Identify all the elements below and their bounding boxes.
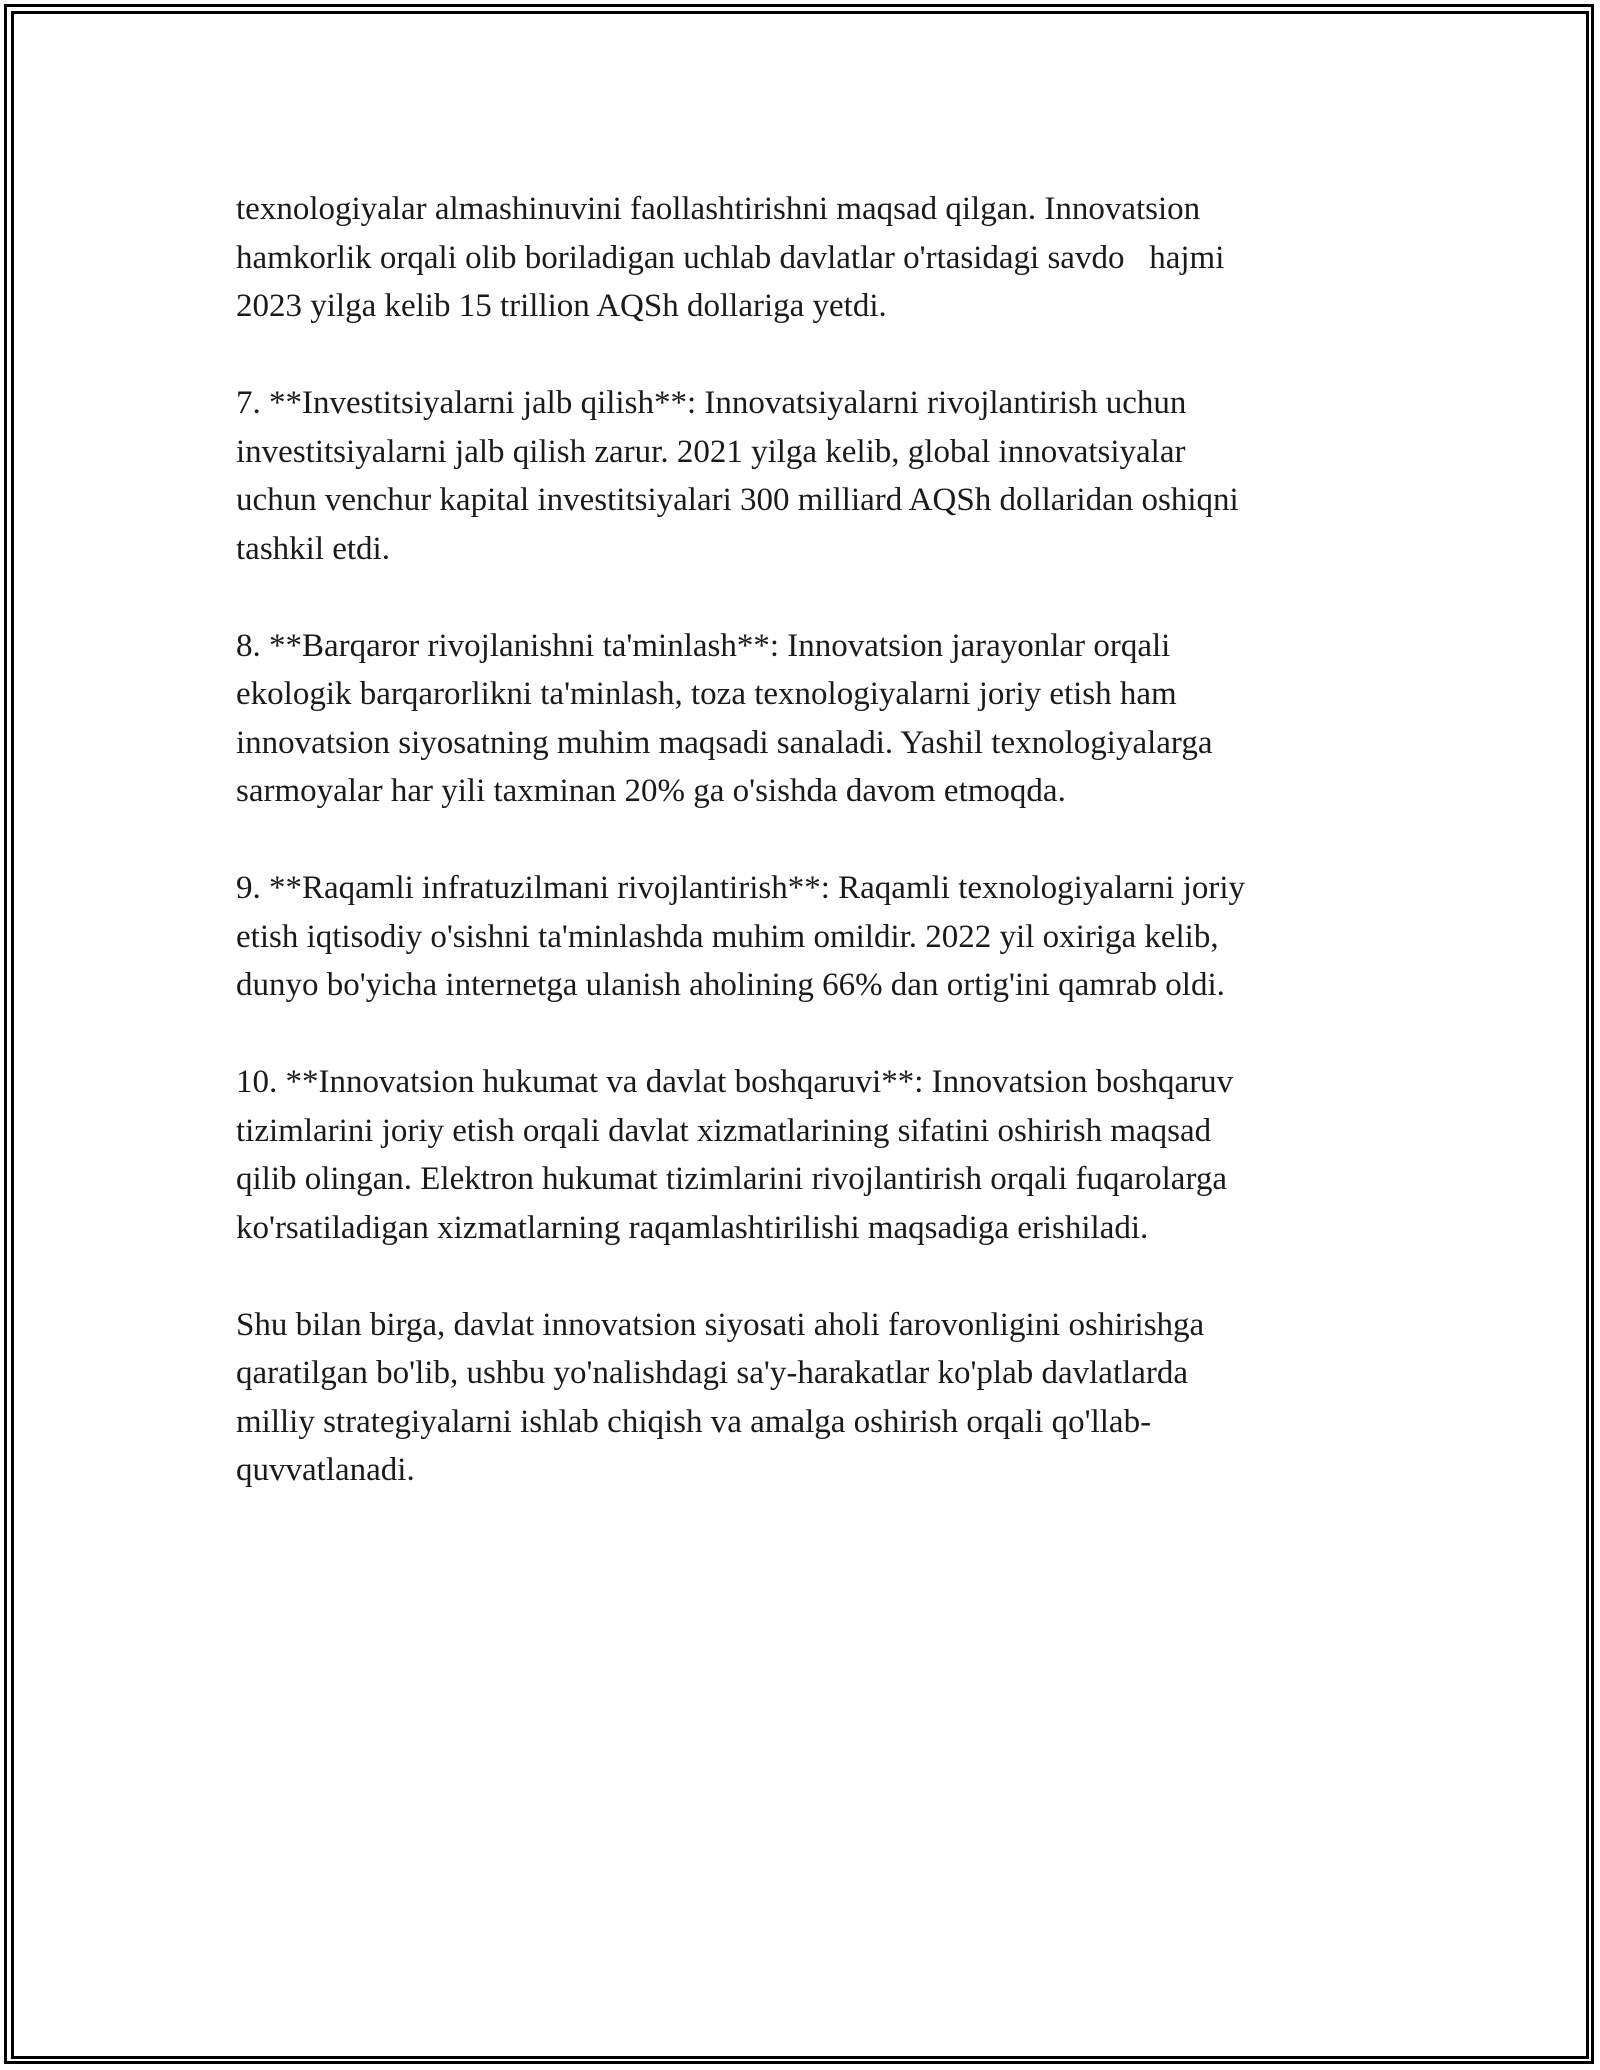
text-line: tashkil etdi. — [236, 530, 390, 567]
text-line: texnologiyalar almashinuvini faollashtirishni maqsad qilgan. Innovatsion — [236, 191, 1201, 227]
paragraph-conclusion — [236, 1301, 1376, 1495]
paragraph-item-10 — [236, 1058, 1376, 1252]
text-line: tizimlarini joriy etish orqali davlat xizmatlarining sifatini oshirish maqsad — [236, 1112, 1212, 1149]
text-line: milliy strategiyalarni ishlab chiqish va amalga oshirish orqali qo'llab- — [236, 1403, 1152, 1440]
text-line: uchun venchur kapital investitsiyalari 300 milliard AQSh dollaridan oshiqni — [236, 482, 1239, 518]
text-line: Shu bilan birga, davlat innovatsion siyosati aholi farovonligini oshirishga — [236, 1306, 1205, 1343]
text-line: investitsiyalarni jalb qilish zarur. 2021 yilga kelib, global innovatsiyalar — [236, 433, 1186, 470]
text-line: etish iqtisodiy o'sishni ta'minlashda muhim omildir. 2022 yil oxiriga kelib, — [236, 918, 1219, 955]
text-line: 8. **Barqaror rivojlanishni ta'minlash**: Innovatsion jarayonlar orqali — [236, 627, 1171, 664]
text-line: hamkorlik orqali olib boriladigan uchlab davlatlar o'rtasidagi savdo hajmi — [236, 239, 1225, 276]
text-line: quvvatlanadi. — [236, 1452, 415, 1488]
text-line: 9. **Raqamli infratuzilmani rivojlantirish**: Raqamli texnologiyalarni joriy — [236, 870, 1246, 906]
text-line: sarmoyalar har yili taxminan 20% ga o'sishda davom etmoqda. — [236, 773, 1066, 809]
text-line: qaratilgan bo'lib, ushbu yo'nalishdagi sa'y-harakatlar ko'plab davlatlarda — [236, 1355, 1189, 1391]
text-line: 7. **Investitsiyalarni jalb qilish**: Innovatsiyalarni rivojlantirish uchun — [236, 385, 1187, 421]
paragraph-item-9 — [236, 864, 1376, 1010]
text-line: ko'rsatiladigan xizmatlarning raqamlashtirilishi maqsadiga erishiladi. — [236, 1209, 1149, 1246]
paragraph-intro-continuation — [236, 185, 1376, 331]
paragraph-item-7 — [236, 379, 1376, 573]
text-line: ekologik barqarorlikni ta'minlash, toza texnologiyalarni joriy etish ham — [236, 676, 1177, 712]
text-line: qilib olingan. Elektron hukumat tizimlarini rivojlantirish orqali fuqarolarga — [236, 1161, 1227, 1197]
text-line: 10. **Innovatsion hukumat va davlat boshqaruvi**: Innovatsion boshqaruv — [236, 1064, 1234, 1100]
text-line: 2023 yilga kelib 15 trillion AQSh dollariga yetdi. — [236, 288, 887, 324]
document-body — [236, 185, 1376, 1543]
paragraph-item-8 — [236, 622, 1376, 816]
text-line: innovatsion siyosatning muhim maqsadi sanaladi. Yashil texnologiyalarga — [236, 724, 1213, 761]
text-line: dunyo bo'yicha internetga ulanish aholining 66% dan ortig'ini qamrab oldi. — [236, 967, 1225, 1003]
